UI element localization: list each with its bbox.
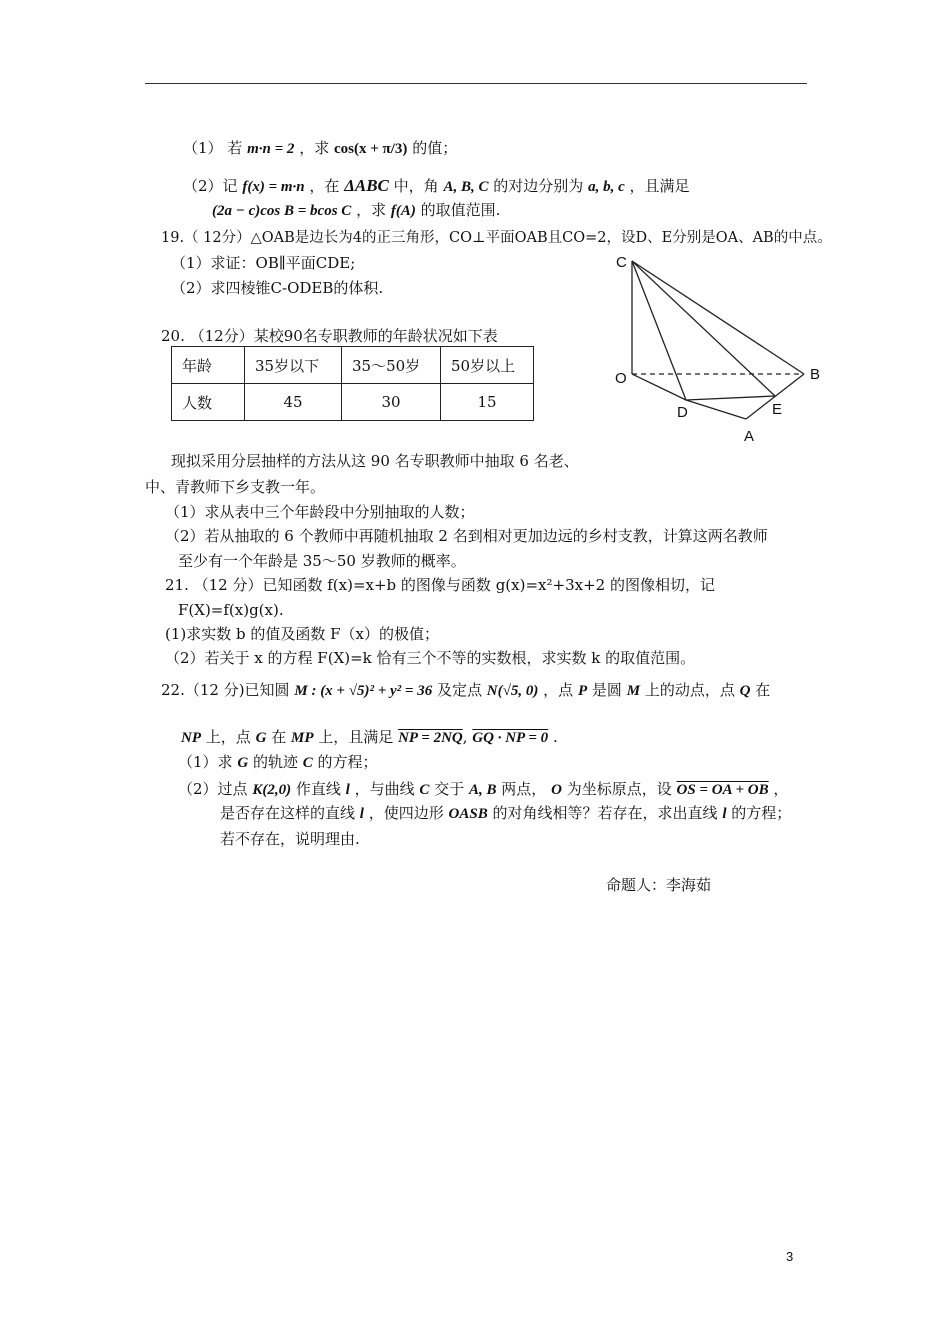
- q21-part2: （2）若关于 x 的方程 F(X)=k 恰有三个不等的实数根，求实数 k 的取值范围。: [165, 649, 696, 667]
- q18-expression: cos(x + π/3): [333, 141, 408, 157]
- q18-part2-line2: (2a − c)cos B = bcos C ，求 f(A) 的取值范围.: [212, 201, 501, 219]
- label-b: B: [810, 366, 821, 383]
- q20-intro-line1: 现拟采用分层抽样的方法从这 90 名专职教师中抽取 6 名老、: [171, 452, 579, 470]
- q20-stem: 20. （12分）某校90名专职教师的年龄状况如下表: [161, 327, 498, 345]
- author: 命题人：李海茹: [606, 876, 712, 894]
- circle-equation: M : (x + √5)² + y² = 36: [294, 683, 433, 699]
- q22-stem-line1: 22.（12 分)已知圆 M : (x + √5)² + y² = 36 及定点 N(√5, 0) ，点 P 是圆 M 上的动点，点 Q 在: [161, 681, 771, 699]
- table-cell: 30: [342, 384, 441, 421]
- table-row: [172, 384, 534, 421]
- age-table: [171, 346, 534, 421]
- q19-stem: 19.（ 12分）△OAB是边长为4的正三角形，CO⊥平面OAB且CO=2，设D、E分别是OA、AB的中点。: [161, 230, 832, 246]
- table-cell: 45: [245, 384, 342, 421]
- edge-cb: [632, 261, 804, 374]
- edge-de: [686, 396, 775, 400]
- q22-stem-line2: NP 上，点 G 在 MP 上，且满足 NP = 2NQ, GQ · NP = 0 .: [181, 728, 558, 746]
- q20-part2-line2: 至少有一个年龄是 35～50 岁教师的概率。: [178, 552, 466, 570]
- q20-intro-line2: 中、青教师下乡支教一年。: [145, 478, 326, 496]
- q21-part1: (1)求实数 b 的值及函数 F（x）的极值；: [165, 625, 440, 643]
- q18-part1: （1） 若 m·n = 2 ，求 cos(x + π/3) 的值；: [183, 139, 458, 157]
- header-rule: [145, 83, 807, 84]
- q21-stem-line2: F(X)=f(x)g(x).: [178, 601, 284, 619]
- q22-part2-line1: （2）过点 K(2,0) 作直线 l ，与曲线 C 交于 A, B 两点， O 为坐标原点，设 OS = OA + OB ，: [178, 780, 789, 798]
- table-cell: 15: [441, 384, 534, 421]
- pyramid-figure: [610, 248, 850, 448]
- table-cell: 年龄: [172, 347, 245, 384]
- page-number: 3: [786, 1249, 794, 1264]
- label-o: O: [615, 370, 627, 387]
- q22-part2-line3: 若不存在，说明理由.: [220, 830, 360, 848]
- q18-part2-line1: （2）记 f(x) = m·n ，在 ΔABC 中，角 A, B, C 的对边分别为 a, b, c ，且满足: [183, 176, 690, 195]
- label-c: C: [616, 254, 627, 271]
- edge-da: [686, 400, 746, 419]
- q18-condition: m·n = 2: [247, 141, 295, 157]
- edge-ce: [632, 261, 775, 396]
- q21-stem-line1: 21. （12 分）已知函数 f(x)=x+b 的图像与函数 g(x)=x²+3x+2 的图像相切，记: [165, 576, 715, 594]
- q22-part1: （1）求 G 的轨迹 C 的方程；: [178, 753, 378, 771]
- q20-part2-line1: （2）若从抽取的 6 个教师中再随机抽取 2 名到相对更加边远的乡村支教，计算这两名教师: [165, 527, 768, 545]
- table-cell: 35岁以下: [245, 347, 342, 384]
- table-cell: 35～50岁: [342, 347, 441, 384]
- q20-part1: （1）求从表中三个年龄段中分别抽取的人数；: [165, 503, 475, 521]
- edge-cd: [632, 261, 686, 400]
- label-e: E: [772, 401, 783, 418]
- q19-part2: （2）求四棱锥C-ODEB的体积.: [171, 279, 384, 297]
- label-a: A: [744, 428, 755, 445]
- table-cell: 50岁以上: [441, 347, 534, 384]
- table-cell: 人数: [172, 384, 245, 421]
- table-row: [172, 347, 534, 384]
- label-d: D: [677, 404, 688, 421]
- q22-part2-line2: 是否存在这样的直线 l ，使四边形 OASB 的对角线相等？若存在，求出直线 l 的方程；: [220, 804, 792, 822]
- q19-part1: （1）求证：OB∥平面CDE;: [171, 254, 356, 272]
